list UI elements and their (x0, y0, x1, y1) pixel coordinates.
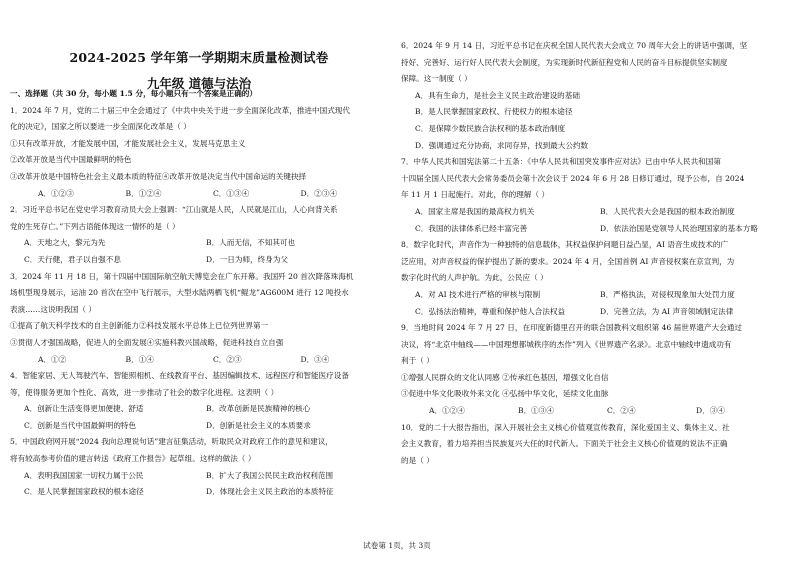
answer-options (401, 403, 785, 420)
option-d[interactable]: D．③④ (300, 354, 330, 364)
answer-options (401, 221, 785, 238)
option-d[interactable]: D．强调通过充分协商，求同存异，找到最大公约数 (415, 140, 589, 150)
page-title: 2024-2025 学年第一学期期末质量检测试卷 (69, 50, 329, 65)
question-stem: 持好、完善好、运行好人民代表大会制度，为实现新时代新征程党和人民的奋斗目标提供坚实制度 (401, 57, 728, 67)
statement-item: ③改革开放是中国特色社会主义最本质的特征④改革开放是决定当代中国命运的关键抉择 (10, 171, 307, 181)
option-b[interactable]: B．严格执法，对侵权现象加大处罚力度 (600, 289, 735, 299)
option-c[interactable]: C．天行健，君子以自强不息 (24, 254, 121, 264)
question-stem: 10．党的二十大报告指出，深入开展社会主义核心价值观宣传教育，深化爱国主义、集体主义、社 (401, 422, 730, 432)
option-b[interactable]: B．人民代表大会是我国的根本政治制度 (600, 206, 735, 216)
option-c[interactable]: C．创新是当代中国最鲜明的特色 (24, 420, 137, 430)
statement-item: ③贯彻人才强国战略，促进人的全面发展④实施科教兴国战略，促进科技自立自强 (10, 337, 284, 347)
question-stem: 6．2024 年 9 月 14 日，习近平总书记在庆祝全国人民代表大会成立 70 周年大会上的讲话中强调，坚 (401, 41, 748, 50)
option-c[interactable]: C．②④ (607, 406, 636, 416)
question-stem: 党的生死存亡。”下列古语能体现这一情怀的是（ ） (10, 221, 180, 231)
question-2 (10, 202, 388, 268)
question-stem: 数字化时代的人声护航。为此，公民应（ ） (401, 273, 548, 283)
question-7 (401, 154, 785, 237)
option-b[interactable]: B．①③④ (518, 406, 554, 416)
answer-options (10, 186, 388, 203)
statement-item: ②改革开放是当代中国最鲜明的特色 (10, 155, 132, 165)
option-a[interactable]: A．①②③ (38, 188, 74, 198)
question-stem: 2．习近平总书记在党史学习教育动员大会上强调：“江山就是人民，人民就是江山，人心向背关系 (10, 205, 338, 215)
option-c[interactable]: C．是人民掌握国家政权的根本途径 (24, 487, 144, 497)
answer-options (10, 252, 388, 269)
question-stem: 8．数字化时代，声音作为一种独特的信息载体，其权益保护问题日益凸显，AI 语音生成技术的广 (401, 240, 729, 250)
answer-options (10, 401, 388, 418)
question-6 (401, 38, 785, 154)
option-d[interactable]: D．②③④ (300, 188, 337, 198)
option-c[interactable]: C．②③ (213, 354, 242, 364)
question-stem: 的是（ ） (401, 455, 434, 465)
answer-options (10, 484, 388, 501)
statement-item: ①只有改革开放，才能发展中国，才能发展社会主义，发展马克思主义 (10, 138, 246, 148)
option-d[interactable]: D．完善立法，为 AI 声音领域制定法律 (600, 306, 734, 316)
question-stem: 1．2024 年 7 月，党的二十届三中全会通过了《中共中央关于进一步全面深化改革，推进中国式现代 (10, 105, 350, 115)
left-column (10, 86, 388, 501)
option-a[interactable]: A．具有生命力，是社会主义民主政治建设的基础 (415, 90, 580, 100)
option-d[interactable]: D．一日为师，终身为父 (206, 254, 289, 264)
question-stem: 等，使得服务更加个性化、高效，进一步推动了社会的数字化进程。这表明（ ） (10, 387, 279, 397)
section-heading: 一、选择题（共 30 分，每小题 1.5 分，每小题只有一个答案是正确的） (10, 89, 257, 98)
answer-options (10, 235, 388, 252)
option-c[interactable]: C．弘扬法治精神，尊重和保护他人合法权益 (415, 306, 566, 316)
question-stem: 9．当地时间 2024 年 7 月 27 日，在印度新德里召开的联合国教科文组织第 46 届世界遗产大会通过 (401, 323, 742, 333)
question-1 (10, 103, 388, 203)
option-b[interactable]: B．人而无信，不知其可也 (206, 238, 296, 248)
question-stem: 泛应用，对声音权益的保护提出了新的要求。2024 年 4 月，全国首例 AI 声音侵权案在京宣判，为 (401, 256, 735, 266)
option-b[interactable]: B．是人民掌握国家政权、行使权力的根本途径 (415, 107, 573, 117)
option-a[interactable]: A．天地之大，黎元为先 (24, 238, 106, 248)
question-9 (401, 320, 785, 420)
option-b[interactable]: B．①②④ (125, 188, 162, 198)
option-d[interactable]: D．③④ (696, 406, 725, 416)
option-c[interactable]: C．①③④ (213, 188, 250, 198)
option-b[interactable]: B．扩大了我国公民民主政治权利范围 (206, 470, 334, 480)
statement-item: ①增强人民群众的文化认同感 ②传承红色基因，增强文化自信 (401, 372, 609, 382)
option-d[interactable]: D．体现社会主义民主政治的本质特征 (206, 487, 334, 497)
question-stem: 会主义教育，着力培养担当民族复兴大任的时代新人。下面关于社会主义核心价值观的说法不正确 (401, 439, 728, 449)
question-8 (401, 237, 785, 320)
answer-options (401, 204, 785, 221)
option-a[interactable]: A．①② (38, 354, 67, 364)
page-subtitle: 九年级 道德与法治 (146, 76, 252, 91)
right-column (401, 38, 785, 469)
statement-item: ③促进中华文化吸收外来文化 ④弘扬中华文化，延续文化血脉 (401, 389, 609, 399)
answer-options (401, 304, 785, 321)
option-a[interactable]: A．国家主席是我国的最高权力机关 (415, 206, 535, 216)
option-b[interactable]: B．①④ (125, 354, 154, 364)
question-stem: 7．中华人民共和国宪法第二十五条：《中华人民共和国突发事件应对法》已由中华人民共和国第 (401, 157, 721, 167)
answer-options (10, 418, 388, 435)
question-stem: 决议，将“北京中轴线——中国理想都城秩序的杰作”列入《世界遗产名录》。北京中轴线申遗成功有 (401, 339, 732, 349)
question-5 (10, 434, 388, 500)
statement-item: ①提高了航天科学技术的自主创新能力②科技发展水平总体上已位列世界第一 (10, 321, 269, 331)
question-stem: 表演……这说明我国（ ） (10, 304, 96, 314)
question-4 (10, 368, 388, 434)
option-a[interactable]: A．对 AI 技术进行严格的审核与限制 (415, 289, 541, 299)
question-10 (401, 420, 785, 470)
question-stem: 利于（ ） (401, 356, 434, 366)
option-c[interactable]: C．是保障少数民族合法权利的基本政治制度 (415, 123, 566, 133)
question-stem: 4．智能家居、无人驾驶汽车、智能照相机、在线教育平台、基因编辑技术、远程医疗和智能医疗设备 (10, 371, 349, 381)
question-3 (10, 269, 388, 369)
option-d[interactable]: D．依法治国是党领导人民治理国家的基本方略 (600, 223, 758, 233)
page-footer: 试卷第 1页，共 3页 (363, 541, 431, 550)
option-a[interactable]: A．①②④ (429, 406, 465, 416)
question-stem: 年 11 月 1 日起施行。对此，你的理解（ ） (401, 190, 550, 200)
question-stem: 化的决定》，国家之所以要进一步全面深化改革是（ ） (10, 122, 191, 132)
option-a[interactable]: A．表明我国国家一切权力属于公民 (24, 470, 144, 480)
option-d[interactable]: D．创新是社会主义的本质要求 (206, 420, 311, 430)
question-stem: 5．中国政府网开展“2024 我向总理说句话”建言征集活动，听取民众对政府工作的意见和建议， (10, 437, 333, 447)
answer-options (401, 287, 785, 304)
question-stem: 3．2024 年 11 月 18 日，第十四届中国国际航空航天博览会在广东开幕。我国歼 20 首次降落珠海机 (10, 271, 354, 281)
option-c[interactable]: C．我国的法律体系已经丰富完善 (415, 223, 528, 233)
option-b[interactable]: B．改革创新是民族精神的核心 (206, 404, 311, 414)
question-stem: 场机型现身展示，运油 20 首次在空中飞行展示，大型水陆两栖飞机“鲲龙”AG600M 进行 12 吨投水 (10, 288, 349, 298)
answer-options (10, 468, 388, 485)
question-stem: 十四届全国人民代表大会常务委员会第十次会议于 2024 年 6 月 28 日修订通过，现予公布，自 2024 (401, 173, 745, 183)
answer-options (10, 352, 388, 369)
question-stem: 将有较高参考价值的建言转送《政府工作报告》起草组。这样的做法（ ） (10, 454, 256, 464)
option-a[interactable]: A．创新让生活变得更加便捷、舒适 (24, 404, 144, 414)
question-stem: 保障。这一制度（ ） (401, 74, 472, 84)
